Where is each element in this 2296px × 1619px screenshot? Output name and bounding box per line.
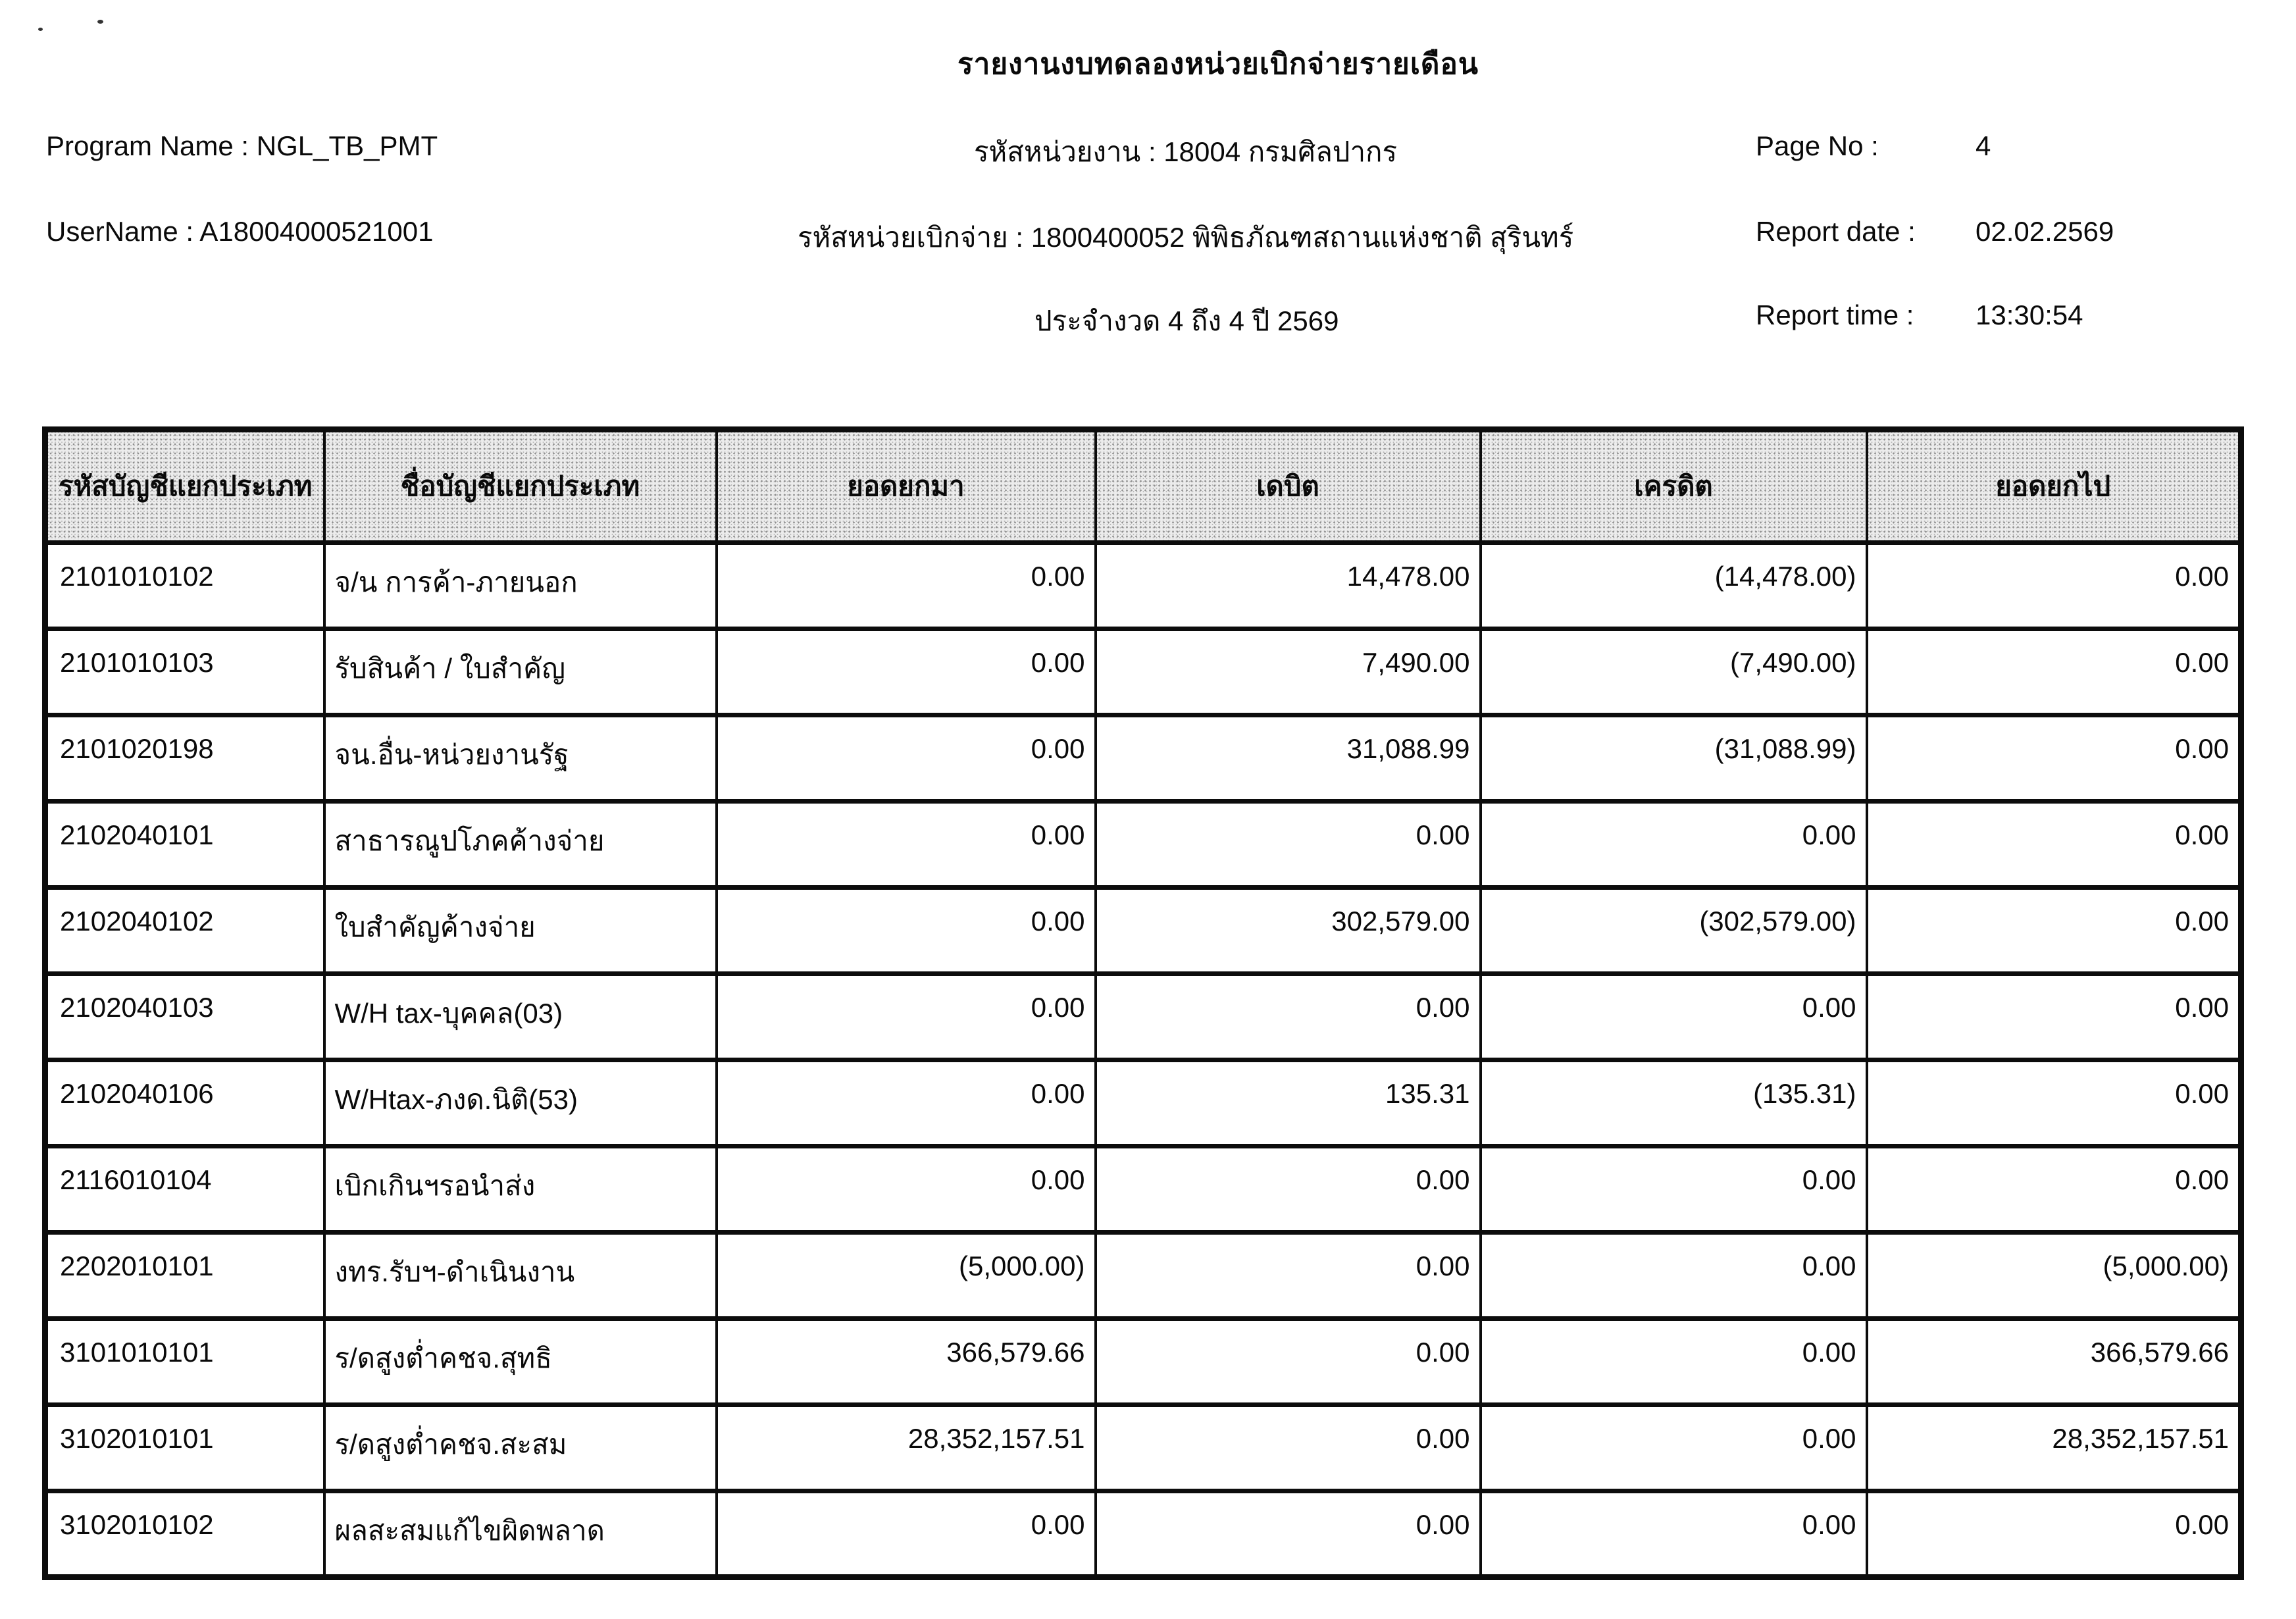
amount-carry-out: 0.00 xyxy=(1867,802,2241,888)
account-code: 2102040103 xyxy=(45,974,324,1060)
amount-carry-out: 0.00 xyxy=(1867,1060,2241,1146)
amount-debit: 0.00 xyxy=(1096,1405,1481,1491)
program-name-value: NGL_TB_PMT xyxy=(256,130,438,161)
amount-credit: (31,088.99) xyxy=(1481,715,1867,802)
account-name: รับสินค้า / ใบสำคัญ xyxy=(324,629,717,715)
table-row xyxy=(45,1146,2241,1233)
table-row xyxy=(45,543,2241,629)
amount-carry-out: 0.00 xyxy=(1867,629,2241,715)
table-row xyxy=(45,974,2241,1060)
username-label: UserName : xyxy=(46,216,194,247)
scan-artifact xyxy=(38,28,43,31)
table-row xyxy=(45,715,2241,802)
amount-credit: 0.00 xyxy=(1481,1319,1867,1405)
amount-carry-forward: 0.00 xyxy=(717,1060,1096,1146)
account-code: 2202010101 xyxy=(45,1233,324,1319)
amount-carry-forward: 0.00 xyxy=(717,629,1096,715)
amount-carry-forward: 0.00 xyxy=(717,543,1096,629)
amount-carry-out: 28,352,157.51 xyxy=(1867,1405,2241,1491)
table-row xyxy=(45,802,2241,888)
account-code: 2116010104 xyxy=(45,1146,324,1233)
amount-carry-forward: 0.00 xyxy=(717,802,1096,888)
amount-credit: 0.00 xyxy=(1481,1146,1867,1233)
account-name: ใบสำคัญค้างจ่าย xyxy=(324,888,717,974)
account-code: 2101010102 xyxy=(45,543,324,629)
account-name: W/H tax-บุคคล(03) xyxy=(324,974,717,1060)
account-code: 2102040102 xyxy=(45,888,324,974)
username-line xyxy=(46,216,433,247)
account-name: สาธารณูปโภคค้างจ่าย xyxy=(324,802,717,888)
amount-credit: 0.00 xyxy=(1481,1233,1867,1319)
account-name: W/Htax-ภงด.นิติ(53) xyxy=(324,1060,717,1146)
amount-credit: (14,478.00) xyxy=(1481,543,1867,629)
program-name-label: Program Name : xyxy=(46,130,249,161)
table-row xyxy=(45,1319,2241,1405)
table-row xyxy=(45,1060,2241,1146)
amount-carry-forward: 0.00 xyxy=(717,888,1096,974)
account-name: จน.อื่น-หน่วยงานรัฐ xyxy=(324,715,717,802)
account-name: งทร.รับฯ-ดำเนินงาน xyxy=(324,1233,717,1319)
amount-debit: 0.00 xyxy=(1096,974,1481,1060)
amount-credit: (135.31) xyxy=(1481,1060,1867,1146)
report-date-value: 02.02.2569 xyxy=(1976,216,2114,247)
amount-debit: 31,088.99 xyxy=(1096,715,1481,802)
amount-debit: 0.00 xyxy=(1096,802,1481,888)
column-header-account-code: รหัสบัญชีแยกประเภท xyxy=(45,430,324,543)
report-time-label: Report time : xyxy=(1756,299,1914,330)
column-header-account-name: ชื่อบัญชีแยกประเภท xyxy=(324,430,717,543)
report-time-value: 13:30:54 xyxy=(1976,299,2083,330)
account-name: ผลสะสมแก้ไขผิดพลาด xyxy=(324,1491,717,1578)
account-code: 3102010101 xyxy=(45,1405,324,1491)
amount-debit: 0.00 xyxy=(1096,1146,1481,1233)
amount-debit: 14,478.00 xyxy=(1096,543,1481,629)
amount-carry-forward: (5,000.00) xyxy=(717,1233,1096,1319)
account-code: 2101020198 xyxy=(45,715,324,802)
amount-carry-out: 0.00 xyxy=(1867,715,2241,802)
amount-credit: (302,579.00) xyxy=(1481,888,1867,974)
table-row xyxy=(45,1233,2241,1319)
account-code: 3102010102 xyxy=(45,1491,324,1578)
amount-carry-forward: 366,579.66 xyxy=(717,1319,1096,1405)
amount-carry-out: 0.00 xyxy=(1867,543,2241,629)
amount-carry-forward: 0.00 xyxy=(717,974,1096,1060)
account-name: ร/ดสูงต่ำคชจ.สุทธิ xyxy=(324,1319,717,1405)
amount-carry-forward: 28,352,157.51 xyxy=(717,1405,1096,1491)
table-row xyxy=(45,629,2241,715)
page-no-label: Page No : xyxy=(1756,130,1879,161)
disbursement-unit-line: รหัสหน่วยเบิกจ่าย : 1800400052 พิพิธภัณฑสถานแห่งชาติ สุรินทร์ xyxy=(798,222,1574,253)
table-row xyxy=(45,888,2241,974)
trial-balance-table-container xyxy=(42,426,2241,1580)
account-code: 2101010103 xyxy=(45,629,324,715)
amount-credit: 0.00 xyxy=(1481,1405,1867,1491)
amount-credit: 0.00 xyxy=(1481,974,1867,1060)
trial-balance-table xyxy=(42,426,2244,1580)
account-name: เบิกเกินฯรอนำส่ง xyxy=(324,1146,717,1233)
account-code: 2102040101 xyxy=(45,802,324,888)
amount-credit: 0.00 xyxy=(1481,1491,1867,1578)
table-body xyxy=(45,543,2241,1578)
column-header-carry-out: ยอดยกไป xyxy=(1867,430,2241,543)
amount-debit: 302,579.00 xyxy=(1096,888,1481,974)
amount-carry-out: 0.00 xyxy=(1867,888,2241,974)
amount-carry-out: 0.00 xyxy=(1867,1146,2241,1233)
amount-carry-forward: 0.00 xyxy=(717,1146,1096,1233)
table-row xyxy=(45,1491,2241,1578)
amount-carry-out: (5,000.00) xyxy=(1867,1233,2241,1319)
agency-code-line: รหัสหน่วยงาน : 18004 กรมศิลปากร xyxy=(974,136,1398,167)
amount-debit: 0.00 xyxy=(1096,1491,1481,1578)
column-header-debit: เดบิต xyxy=(1096,430,1481,543)
scan-artifact xyxy=(97,20,103,24)
period-line: ประจำงวด 4 ถึง 4 ปี 2569 xyxy=(1034,305,1339,336)
account-name: ร/ดสูงต่ำคชจ.สะสม xyxy=(324,1405,717,1491)
table-row xyxy=(45,1405,2241,1491)
amount-carry-out: 0.00 xyxy=(1867,974,2241,1060)
report-title: รายงานงบทดลองหน่วยเบิกจ่ายรายเดือน xyxy=(957,48,1479,80)
amount-credit: 0.00 xyxy=(1481,802,1867,888)
amount-debit: 0.00 xyxy=(1096,1319,1481,1405)
amount-carry-out: 366,579.66 xyxy=(1867,1319,2241,1405)
page-no-value: 4 xyxy=(1976,130,1991,161)
amount-debit: 135.31 xyxy=(1096,1060,1481,1146)
report-date-label: Report date : xyxy=(1756,216,1916,247)
amount-credit: (7,490.00) xyxy=(1481,629,1867,715)
amount-carry-out: 0.00 xyxy=(1867,1491,2241,1578)
table-header xyxy=(45,430,2241,543)
table-header-row xyxy=(45,430,2241,543)
username-value: A18004000521001 xyxy=(199,216,434,247)
account-code: 3101010101 xyxy=(45,1319,324,1405)
column-header-credit: เครดิต xyxy=(1481,430,1867,543)
account-code: 2102040106 xyxy=(45,1060,324,1146)
account-name: จ/น การค้า-ภายนอก xyxy=(324,543,717,629)
program-name-line xyxy=(46,130,438,162)
amount-carry-forward: 0.00 xyxy=(717,715,1096,802)
amount-debit: 7,490.00 xyxy=(1096,629,1481,715)
amount-debit: 0.00 xyxy=(1096,1233,1481,1319)
column-header-carry-forward: ยอดยกมา xyxy=(717,430,1096,543)
amount-carry-forward: 0.00 xyxy=(717,1491,1096,1578)
